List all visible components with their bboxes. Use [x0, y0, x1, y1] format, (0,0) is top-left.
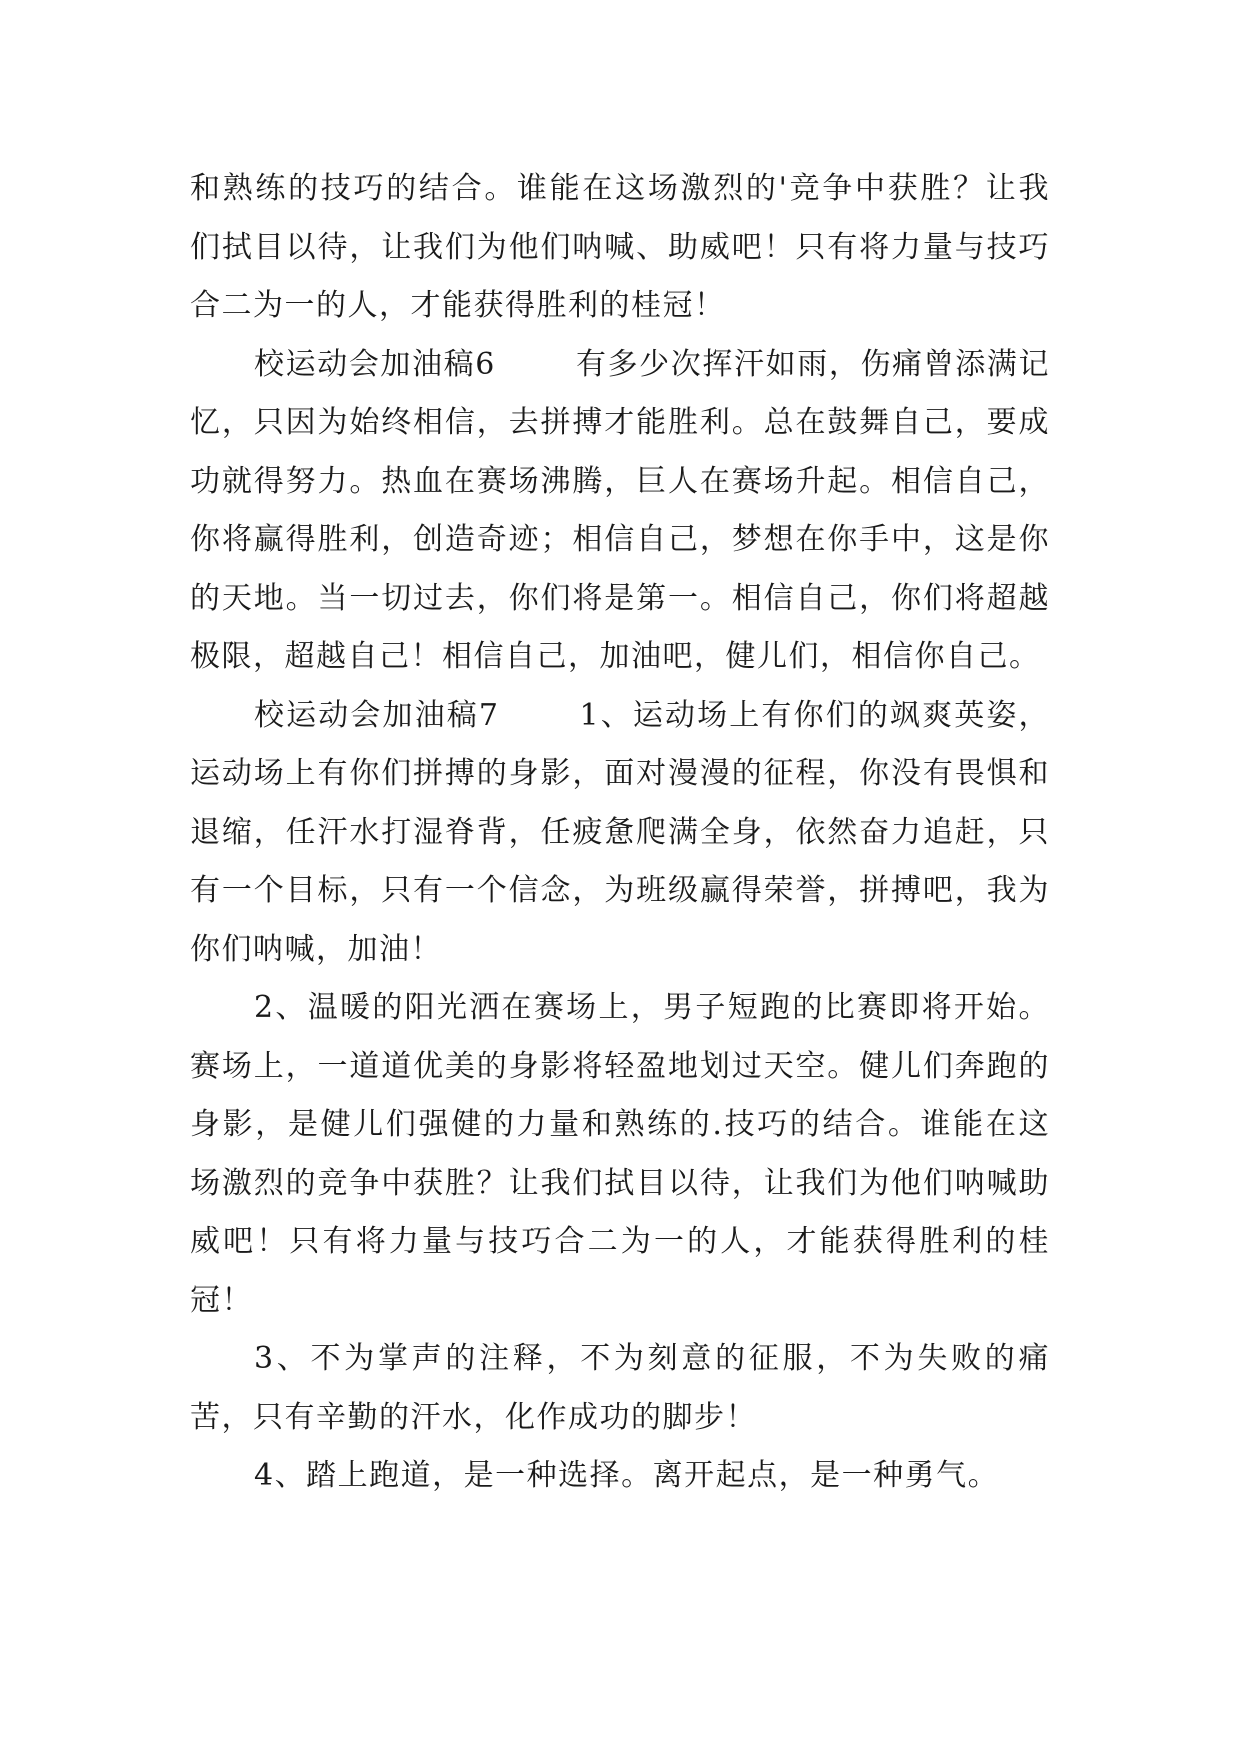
paragraph-6-text: 4、踏上跑道，是一种选择。离开起点，是一种勇气。 — [254, 1458, 1000, 1493]
paragraph-4-text: 2、温暖的阳光洒在赛场上，男子短跑的比赛即将开始。赛场上，一道道优美的身影将轻盈地划过天空。健儿们奔跑的身影，是健儿们强健的力量和熟练的.技巧的结合。谁能在这场激烈的竞争中获胜？让我们拭目以待，让我们为他们呐喊助威吧！只有将力量与技巧合二为一的人，才能获得胜利的桂冠！ — [190, 990, 1050, 1318]
paragraph-6 — [190, 1447, 1050, 1506]
document-page — [190, 160, 1050, 1506]
paragraph-1 — [190, 160, 1050, 336]
paragraph-3 — [190, 687, 1050, 980]
paragraph-1-text: 和熟练的技巧的结合。谁能在这场激烈的'竞争中获胜？让我们拭目以待，让我们为他们呐喊、助威吧！只有将力量与技巧合二为一的人，才能获得胜利的桂冠！ — [190, 171, 1050, 323]
paragraph-2 — [190, 336, 1050, 687]
paragraph-5 — [190, 1330, 1050, 1447]
section-heading-7: 校运动会加油稿7 — [254, 697, 500, 733]
section-heading-6: 校运动会加油稿6 — [254, 346, 496, 382]
paragraph-4 — [190, 979, 1050, 1330]
paragraph-5-text: 3、不为掌声的注释，不为刻意的征服，不为失败的痛苦，只有辛勤的汗水，化作成功的脚步！ — [190, 1341, 1050, 1435]
paragraph-3-text: 1、运动场上有你们的飒爽英姿，运动场上有你们拼搏的身影，面对漫漫的征程，你没有畏惧和退缩，任汗水打湿脊背，任疲惫爬满全身，依然奋力追赶，只有一个目标，只有一个信念，为班级赢得荣誉，拼搏吧，我为你们呐喊，加油！ — [190, 697, 1050, 967]
paragraph-2-text: 有多少次挥汗如雨，伤痛曾添满记忆，只因为始终相信，去拼搏才能胜利。总在鼓舞自己，要成功就得努力。热血在赛场沸腾，巨人在赛场升起。相信自己，你将赢得胜利，创造奇迹；相信自己，梦想在你手中，这是你的天地。当一切过去，你们将是第一。相信自己，你们将超越极限，超越自己！相信自己，加油吧，健儿们，相信你自己。 — [190, 346, 1050, 674]
